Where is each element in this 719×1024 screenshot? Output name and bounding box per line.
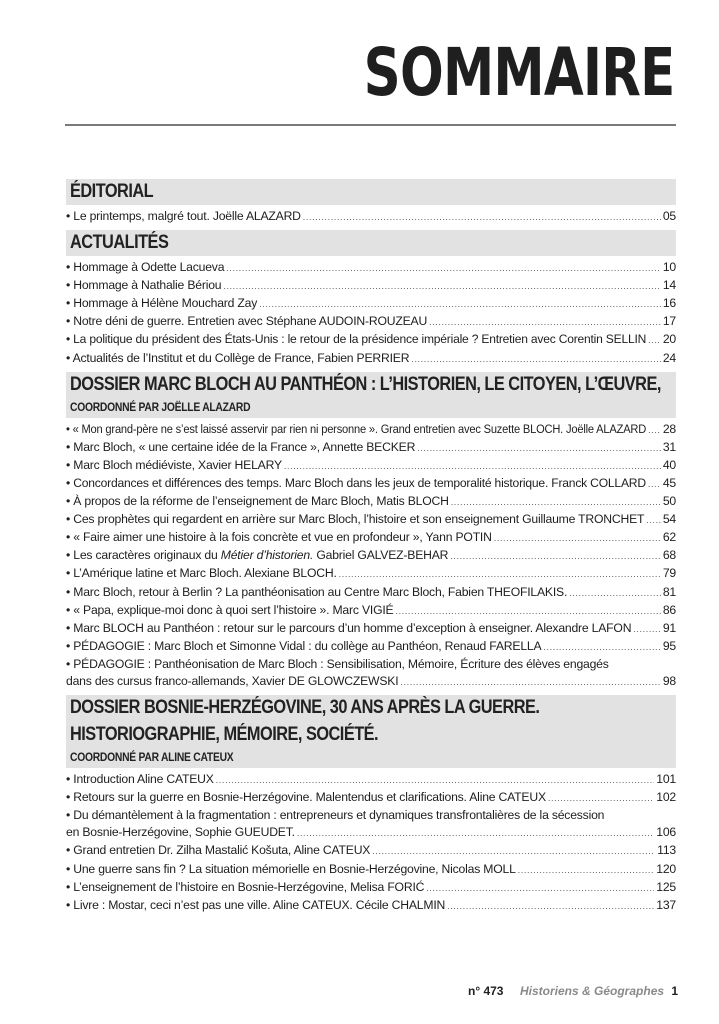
- entry-page-number[interactable]: 68: [662, 548, 676, 563]
- entry-title[interactable]: • Actualités de l’Institut et du Collège de France, Fabien PERRIER: [66, 350, 410, 365]
- section-entries: [66, 256, 676, 368]
- toc-entry[interactable]: [66, 313, 676, 331]
- toc-entry[interactable]: [66, 789, 676, 807]
- entry-title[interactable]: • PÉDAGOGIE : Panthéonisation de Marc Bloch : Sensibilisation, Mémoire, Écriture des élèves engagés: [66, 656, 609, 671]
- section-title: ÉDITORIAL: [70, 181, 154, 202]
- entry-title[interactable]: [66, 547, 448, 564]
- toc-entry[interactable]: [66, 331, 676, 349]
- section-entries: [66, 418, 676, 691]
- entry-title[interactable]: • L’Amérique latine et Marc Bloch. Alexiane BLOCH.: [66, 566, 337, 581]
- entry-title[interactable]: • Le printemps, malgré tout. Joëlle ALAZARD: [66, 209, 301, 223]
- entry-title[interactable]: • Livre : Mostar, ceci n’est pas une ville. Aline CATEUX. Cécile CHALMIN: [66, 897, 446, 912]
- dot-leader: [451, 494, 661, 511]
- entry-title[interactable]: • Marc BLOCH au Panthéon : retour sur le parcours d’un homme d’exception à enseigner. Alexandre LAFON: [66, 620, 632, 635]
- entry-page-number[interactable]: 62: [662, 530, 676, 545]
- dot-leader: [569, 585, 661, 602]
- entry-page-number[interactable]: 113: [657, 843, 676, 858]
- dot-leader: [259, 296, 661, 313]
- entry-title[interactable]: • L’enseignement de l’histoire en Bosnie-Herzégovine, Melisa FORIĆ: [66, 879, 425, 894]
- entry-page-number[interactable]: 28: [662, 421, 676, 436]
- dot-leader: [518, 862, 655, 879]
- entry-page-number[interactable]: 20: [662, 332, 676, 347]
- toc-entry[interactable]: [66, 529, 676, 547]
- section-header: [66, 372, 676, 418]
- toc-entry[interactable]: [66, 620, 676, 638]
- entry-title[interactable]: • Introduction Aline CATEUX: [66, 772, 214, 787]
- entry-page-number[interactable]: 106: [656, 825, 676, 840]
- dot-leader: [411, 351, 661, 368]
- section-title: DOSSIER BOSNIE-HERZÉGOVINE, 30 ANS APRÈS LA GUERRE.: [70, 697, 540, 719]
- dot-leader: [223, 278, 660, 295]
- entry-page-number[interactable]: 95: [662, 638, 676, 653]
- entry-page-number[interactable]: 81: [662, 584, 676, 599]
- dot-leader: [339, 566, 661, 583]
- toc-entry[interactable]: [66, 656, 676, 673]
- title-rule: [65, 124, 676, 126]
- dot-leader: [648, 332, 661, 349]
- dot-leader: [284, 458, 661, 475]
- toc-entry[interactable]: [66, 277, 676, 295]
- toc-entry[interactable]: [66, 602, 676, 620]
- dot-leader: [417, 440, 661, 457]
- entry-page-number[interactable]: 05: [662, 209, 676, 223]
- toc-entry[interactable]: [66, 584, 676, 602]
- dot-leader: [648, 422, 661, 439]
- entry-title[interactable]: • « Papa, explique-moi donc à quoi sert l’histoire ». Marc VIGIÉ: [66, 602, 394, 617]
- entry-page-number[interactable]: 102: [656, 790, 676, 805]
- dot-leader: [395, 603, 660, 620]
- toc-entry[interactable]: [66, 842, 676, 860]
- toc-entry[interactable]: [66, 493, 676, 511]
- toc-entry-continuation[interactable]: [66, 673, 676, 691]
- dot-leader: [543, 639, 660, 656]
- entry-page-number[interactable]: 16: [662, 296, 676, 311]
- entry-page-number[interactable]: 17: [662, 314, 676, 329]
- entry-page-number[interactable]: 14: [662, 278, 676, 293]
- toc-entry[interactable]: [66, 259, 676, 277]
- entry-page-number[interactable]: 54: [662, 512, 676, 527]
- section-title: DOSSIER MARC BLOCH AU PANTHÉON : L’HISTORIEN, LE CITOYEN, L’ŒUVRE,: [70, 373, 661, 395]
- entry-title-part: • Les caractères originaux du: [66, 548, 221, 563]
- dot-leader: [633, 621, 661, 638]
- toc-entry[interactable]: [66, 439, 676, 457]
- entry-title[interactable]: • Hommage à Hélène Mouchard Zay: [66, 296, 258, 311]
- dot-leader: [372, 843, 655, 860]
- toc-entry[interactable]: [66, 547, 676, 565]
- page-footer: [468, 981, 678, 1001]
- page-title: SOMMAIRE: [364, 34, 675, 111]
- section-entries: [66, 768, 676, 915]
- dot-leader: [648, 476, 661, 493]
- entry-page-number[interactable]: 86: [662, 602, 676, 617]
- section-entries: [66, 205, 676, 226]
- toc-entry[interactable]: [66, 879, 676, 897]
- magazine-name: Historiens & Géographes: [520, 984, 665, 998]
- dot-leader: [226, 260, 661, 277]
- entry-title[interactable]: • Hommage à Nathalie Bériou: [66, 278, 222, 293]
- entry-title[interactable]: • Concordances et différences des temps. Marc Bloch dans les jeux de temporalité historique. Franck COLLARD: [66, 475, 646, 490]
- section-title-line2: HISTORIOGRAPHIE, MÉMOIRE, SOCIÉTÉ.: [70, 724, 379, 746]
- toc-entry[interactable]: [66, 861, 676, 879]
- entry-title-continuation[interactable]: dans des cursus franco-allemands, Xavier DE GLOWCZEWSKI: [66, 673, 399, 688]
- toc-entry[interactable]: [66, 807, 676, 824]
- entry-title[interactable]: • Retours sur la guerre en Bosnie-Herzégovine. Malentendus et clarifications. Aline CATEUX: [66, 790, 546, 805]
- entry-page-number[interactable]: 101: [656, 772, 676, 787]
- entry-title[interactable]: • Du démantèlement à la fragmentation : entrepreneurs et dynamiques transfrontalières de la sécession: [66, 808, 605, 823]
- section-header: [66, 179, 676, 205]
- toc-entry[interactable]: [66, 565, 676, 583]
- dot-leader: [450, 548, 661, 565]
- toc-entry[interactable]: [66, 638, 676, 656]
- section-title: ACTUALITÉS: [70, 232, 169, 254]
- entry-title[interactable]: • Une guerre sans fin ? La situation mémorielle en Bosnie-Herzégovine, Nicolas MOLL: [66, 861, 516, 876]
- page-number: 1: [671, 984, 678, 998]
- entry-title[interactable]: • Hommage à Odette Lacueva: [66, 260, 225, 275]
- dot-leader: [400, 674, 660, 691]
- toc-entry[interactable]: [66, 771, 676, 789]
- entry-page-number[interactable]: 125: [656, 879, 676, 894]
- entry-page-number[interactable]: 50: [662, 494, 676, 509]
- entry-page-number[interactable]: 10: [662, 260, 676, 275]
- dot-leader: [303, 209, 661, 226]
- entry-title[interactable]: • Ces prophètes qui regardent en arrière sur Marc Bloch, l’histoire et son enseignement Guillaume TRONCHET: [66, 512, 645, 527]
- toc-entry[interactable]: [66, 295, 676, 313]
- entry-title[interactable]: • Marc Bloch médiéviste, Xavier HELARY: [66, 457, 282, 472]
- entry-title[interactable]: • Grand entretien Dr. Zilha Mastalić Košuta, Aline CATEUX: [66, 843, 371, 858]
- entry-title-continuation[interactable]: en Bosnie-Herzégovine, Sophie GUEUDET.: [66, 825, 295, 840]
- dot-leader: [494, 530, 661, 547]
- entry-title[interactable]: • Notre déni de guerre. Entretien avec Stéphane AUDOIN-ROUZEAU: [66, 314, 428, 329]
- entry-page-number[interactable]: 91: [662, 620, 676, 635]
- section-header: [66, 230, 676, 256]
- entry-title-italic: Métier d’historien.: [220, 548, 314, 563]
- dot-leader: [548, 790, 654, 807]
- dot-leader: [216, 772, 655, 789]
- entry-title-part: Gabriel GALVEZ-BEHAR: [313, 548, 449, 563]
- issue-number: n° 473: [468, 984, 504, 998]
- entry-title[interactable]: • « Faire aimer une histoire à la fois concrète et vue en profondeur », Yann POTIN: [66, 530, 492, 545]
- entry-page-number[interactable]: 98: [662, 673, 676, 688]
- section-coordinator: COORDONNÉ PAR JOËLLE ALAZARD: [70, 399, 251, 414]
- section-coordinator: COORDONNÉ PAR ALINE CATEUX: [70, 750, 234, 765]
- entry-page-number[interactable]: 137: [656, 897, 676, 912]
- table-of-contents: [66, 179, 676, 915]
- entry-title[interactable]: • Marc Bloch, retour à Berlin ? La panthéonisation au Centre Marc Bloch, Fabien THEOFILAKIS.: [66, 584, 568, 599]
- toc-entry[interactable]: [66, 897, 676, 915]
- entry-title[interactable]: • PÉDAGOGIE : Marc Bloch et Simonne Vidal : du collège au Panthéon, Renaud FARELLA: [66, 638, 542, 653]
- entry-title[interactable]: • À propos de la réforme de l’enseignement de Marc Bloch, Matis BLOCH: [66, 494, 449, 509]
- toc-entry[interactable]: [66, 421, 676, 439]
- toc-entry-continuation[interactable]: [66, 824, 676, 842]
- entry-title[interactable]: • La politique du président des États-Unis : le retour de la présidence impériale ? Entretien avec Corentin SELLIN: [66, 332, 647, 347]
- entry-page-number[interactable]: 79: [662, 566, 676, 581]
- toc-entry[interactable]: [66, 511, 676, 529]
- entry-title[interactable]: • Marc Bloch, « une certaine idée de la France », Annette BECKER: [66, 439, 416, 454]
- entry-title[interactable]: • « Mon grand-père ne s’est laissé asservir par rien ni personne ». Grand entretien avec Suzette BLOCH. Joëlle ALAZARD: [66, 421, 647, 436]
- toc-entry[interactable]: [66, 208, 676, 226]
- entry-page-number[interactable]: 31: [662, 439, 676, 454]
- dot-leader: [297, 825, 654, 842]
- dot-leader: [646, 512, 661, 529]
- entry-page-number[interactable]: 45: [662, 475, 676, 490]
- dot-leader: [426, 880, 654, 897]
- dot-leader: [429, 314, 661, 331]
- section-header: [66, 695, 676, 768]
- toc-entry[interactable]: [66, 350, 676, 368]
- toc-entry[interactable]: [66, 475, 676, 493]
- dot-leader: [447, 898, 654, 915]
- entry-page-number[interactable]: 120: [656, 861, 676, 876]
- entry-page-number[interactable]: 40: [662, 457, 676, 472]
- entry-page-number[interactable]: 24: [662, 350, 676, 365]
- toc-entry[interactable]: [66, 457, 676, 475]
